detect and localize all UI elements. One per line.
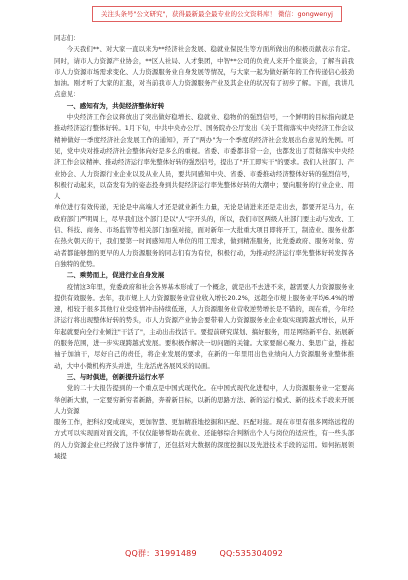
contact-footer — [0, 548, 408, 559]
section-heading-3: 三、与时俱进，创新提升运行水平 — [66, 372, 165, 381]
section-heading-2: 二、乘势而上，促进行业自身发展 — [66, 271, 165, 280]
section-1-continuation: 单位进行有效传递，无论是中高端人才还是就业新生力量，无论是请进来还是走出去，都要开足马力，在政府部门严明周上，尽早我们这个部门是以"人"字开头的，所以，我们市区两级人社部门要主动与发改、工信、科技、商务、市场监管等相关部门加强对接，面对新年一大批重大项目即将开工，制造业、服务业都在热火朝天的干，我们要第一时间感知用人单位的用工需求，做到精准服务，比党委政府、服务对象、劳动者都能够想的更早的人力资源服务的同志们有为有位，积极行动，为推动经济运行率先整体好转发挥各自独特的优势。 — [54, 203, 354, 268]
section-3-paragraph: 党的二十大报告提到的一个重点是中国式现代化。在中国式现代化进程中，人力资源服务业一定要高举创新大旗，一定要穷新穷者新路，奔着新目标，以新的思路方法、新的运行模式、新的技术手段来开展人力资源 — [54, 384, 354, 415]
intro-paragraph: 今天我们**、对大家一直以来为**经济社会发展、稳就业保民生等方面所做出的积极贡献表示肯定。同时，请市人力资源产业协会，**区人社局、人才集团，中智**公司的负责人来开个座谈会，了解当前我市人力资源市场需求变化、人力资源服务业自身发展等情况，与大家一起为做好新年的工作传递信心鼓劲加油。刚才听了大家的汇报，对当前我市人力资源服务产业及其企业的状况有了初步了解。下面，我讲几点意见： — [54, 45, 354, 99]
section-1-paragraph: 中央经济工作会议释放出了突出做好稳增长、稳就业、稳物价的强烈信号，一个鲜明的目标指向就是推动经济运行整体好转。1月下旬，中共中央办公厅、国务院办公厅发出《关于贯彻落实中央经济工作会议精神做好一季度经济社会发展工作的通知》，开了"两办"为一个季度的经济社会发展出台意见的先例。可见，党中央对推动经济社会整体向好是多么的重视。省委、市委都非常一会，也都发出了贯彻落实中央经济工作会议精神、推动经济运行率先整体好转的强烈信号，提出了"开工即实干"的要求。我们人社部门、产业协会、人力资源行业企业以及从业人员，要共同感知中央、省委、市委推动经济整体好转的强烈信号，积极行动起来，以奋发有为的姿态投身到共促经济运行率先整体好转的大潮中；要向服务的行业企业、用人 — [54, 113, 354, 201]
qq-text: QQ:535304092 — [219, 549, 283, 558]
promo-banner: 关注头条号"公文研究"，获得最新最全最专业的公文资料库！ 微信：gongwenyj — [92, 6, 342, 22]
section-heading-1: 一、感知有为，共促经济整体好转 — [66, 101, 165, 110]
salutation: 同志们： — [54, 34, 80, 42]
section-3-continuation: 服务工作，把科幻变成现实，更加智慧、更加精准地挖掘和匹配、匹配对接。现在市里有很多网络远程的方式可以实现面对面交流，不仅仅能够帮助在就业、还能够综合判断出个人与岗位的适应性，有一些头部的人力资源企业已经做了这件事情了，还包括对大数据的深度挖掘以及先进技术手段的运用。如何拓展领域提 — [54, 418, 354, 460]
qq-group-text: QQ群：31991489 — [125, 549, 197, 558]
document-body — [54, 33, 354, 462]
section-2-paragraph: 疫情这3年里，党委政府和社会各界基本形成了一个概念，就是出不去进不来，越需要人力资源服务业提供有效服务。去年，我市规上人力资源服务业营业收入增长20.2%，远超全市规上服务业平均6.4%的增速，相较于很多其他行业受疫情冲击持续低迷，人力资源服务业营收逆势增长是不错的，现在看，今年经济运行将出现整体好转的势头，市人力资源产业协会要带着人力资源服务业企业取实现跨越式增长，从开年起就要向全行业倾注"干活了"，主动出击找活干。要提前研究谋划、搞好服务，用足网络新平台、拓展新的服务范围，进一步实现跨越式发展。要积极作解决一切问题的关键。大家要耐心聚力、集思广益，推起袖子加油干，尽好自己的责任，将企业发展的要求，在新的一年里用出色业绩向人力资源服务业整体推动，大中小微机构齐头并进，生龙活虎各展风采的局面。 — [54, 282, 354, 370]
